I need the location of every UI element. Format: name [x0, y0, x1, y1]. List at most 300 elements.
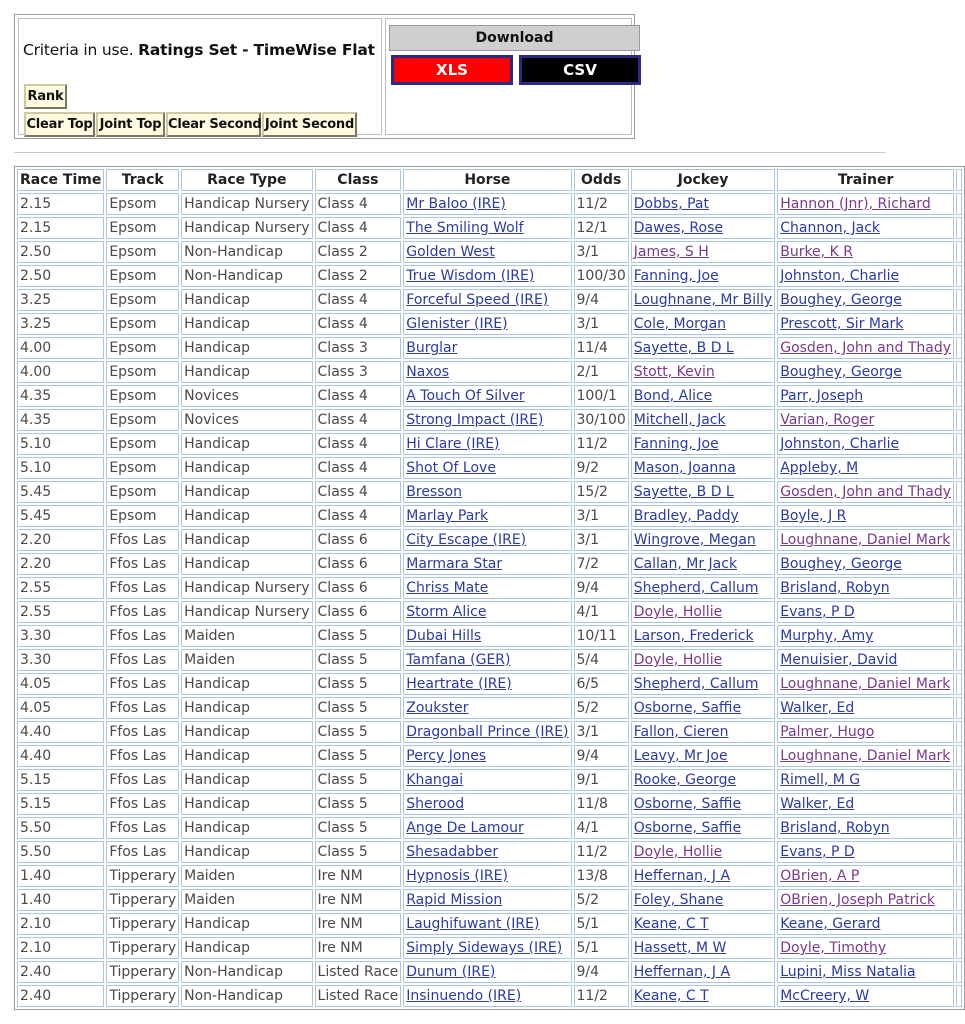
race-type-cell: Handicap Nursery	[181, 601, 312, 623]
trainer-link[interactable]: Boughey, George	[780, 556, 902, 572]
header-jockey[interactable]: Jockey	[631, 169, 775, 191]
race-type-cell: Handicap	[181, 793, 312, 815]
trainer-link[interactable]: Johnston, Charlie	[780, 268, 900, 284]
horse-link[interactable]: Strong Impact (IRE)	[406, 412, 544, 428]
jockey-cell	[631, 193, 775, 215]
horse-link[interactable]: Shot Of Love	[406, 460, 496, 476]
extra-cell	[956, 625, 962, 647]
race-time-cell: 5.10	[17, 457, 104, 479]
trainer-cell	[777, 697, 954, 719]
horse-cell	[403, 265, 571, 287]
trainer-link[interactable]: Menuisier, David	[780, 652, 898, 668]
jockey-link[interactable]: Dawes, Rose	[633, 220, 723, 236]
jockey-link[interactable]: Keane, C T	[633, 916, 709, 932]
jockey-link[interactable]: Sayette, B D L	[633, 484, 734, 500]
trainer-cell	[777, 409, 954, 431]
race-time-cell: 5.15	[17, 793, 104, 815]
race-time-cell: 3.25	[17, 313, 104, 335]
jockey-link[interactable]: Mason, Joanna	[633, 460, 736, 476]
jockey-link[interactable]: Sayette, B D L	[633, 340, 734, 356]
trainer-link[interactable]: Walker, Ed	[780, 796, 855, 812]
horse-link[interactable]: Burglar	[406, 340, 458, 356]
horse-link[interactable]: Hi Clare (IRE)	[406, 436, 500, 452]
track-cell: Ffos Las	[106, 577, 179, 599]
extra-cell	[956, 265, 962, 287]
trainer-link[interactable]: Boughey, George	[780, 292, 902, 308]
track-cell: Ffos Las	[106, 529, 179, 551]
race-time-cell: 5.45	[17, 505, 104, 527]
horse-link[interactable]: Ange De Lamour	[406, 820, 524, 836]
race-type-cell: Handicap	[181, 553, 312, 575]
horse-link[interactable]: Laughifuwant (IRE)	[406, 916, 540, 932]
horse-link[interactable]: Storm Alice	[406, 604, 487, 620]
track-cell: Epsom	[106, 289, 179, 311]
race-type-cell: Handicap	[181, 745, 312, 767]
extra-cell	[956, 433, 962, 455]
horse-cell	[403, 889, 571, 911]
horse-link[interactable]: Sherood	[406, 796, 465, 812]
jockey-link[interactable]: Foley, Shane	[633, 892, 724, 908]
odds-cell: 9/1	[574, 769, 629, 791]
horse-link[interactable]: Zoukster	[406, 700, 469, 716]
jockey-link[interactable]: Fanning, Joe	[633, 268, 719, 284]
horse-link[interactable]: Khangai	[406, 772, 464, 788]
jockey-cell	[631, 721, 775, 743]
race-type-cell: Handicap	[181, 361, 312, 383]
trainer-link[interactable]: OBrien, A P	[780, 868, 860, 884]
trainer-link[interactable]: Brisland, Robyn	[780, 820, 890, 836]
track-cell: Epsom	[106, 313, 179, 335]
criteria-panel	[14, 14, 635, 139]
odds-cell: 9/4	[574, 577, 629, 599]
criteria-text	[23, 41, 375, 59]
table-row	[17, 217, 962, 239]
jockey-link[interactable]: Cole, Morgan	[633, 316, 727, 332]
horse-cell	[403, 337, 571, 359]
horse-link[interactable]: Marlay Park	[406, 508, 489, 524]
horse-link[interactable]: Shesadabber	[406, 844, 499, 860]
trainer-link[interactable]: Boughey, George	[780, 364, 902, 380]
jockey-link[interactable]: Shepherd, Callum	[633, 676, 759, 692]
track-cell: Ffos Las	[106, 793, 179, 815]
odds-cell: 6/5	[574, 673, 629, 695]
horse-link[interactable]: Insinuendo (IRE)	[406, 988, 522, 1004]
odds-cell: 5/1	[574, 937, 629, 959]
extra-cell	[956, 769, 962, 791]
horse-link[interactable]: A Touch Of Silver	[406, 388, 525, 404]
odds-cell: 11/2	[574, 841, 629, 863]
trainer-link[interactable]: Loughnane, Daniel Mark	[780, 676, 951, 692]
horse-link[interactable]: Chriss Mate	[406, 580, 489, 596]
horse-link[interactable]: Heartrate (IRE)	[406, 676, 512, 692]
header-odds[interactable]: Odds	[574, 169, 629, 191]
jockey-link[interactable]: Doyle, Hollie	[633, 652, 723, 668]
track-cell: Epsom	[106, 361, 179, 383]
horse-cell	[403, 457, 571, 479]
race-time-cell: 2.10	[17, 913, 104, 935]
jockey-cell	[631, 481, 775, 503]
trainer-link[interactable]: Lupini, Miss Natalia	[780, 964, 916, 980]
class-cell: Class 5	[315, 745, 402, 767]
extra-cell	[956, 817, 962, 839]
jockey-link[interactable]: Dobbs, Pat	[633, 196, 709, 212]
trainer-cell	[777, 529, 954, 551]
trainer-link[interactable]: Varian, Roger	[780, 412, 875, 428]
extra-cell	[956, 313, 962, 335]
class-cell: Class 4	[315, 289, 402, 311]
race-type-cell: Handicap	[181, 337, 312, 359]
horse-cell	[403, 745, 571, 767]
class-cell: Class 2	[315, 241, 402, 263]
race-type-cell: Maiden	[181, 625, 312, 647]
odds-cell: 11/2	[574, 193, 629, 215]
race-type-cell: Handicap	[181, 817, 312, 839]
horse-cell	[403, 793, 571, 815]
horse-cell	[403, 625, 571, 647]
jockey-link[interactable]: Larson, Frederick	[633, 628, 754, 644]
jockey-cell	[631, 265, 775, 287]
odds-cell: 5/2	[574, 889, 629, 911]
race-time-cell: 4.00	[17, 337, 104, 359]
class-cell: Class 3	[315, 337, 402, 359]
jockey-link[interactable]: James, S H	[633, 244, 709, 260]
race-time-cell: 5.45	[17, 481, 104, 503]
track-cell: Tipperary	[106, 865, 179, 887]
horse-cell	[403, 481, 571, 503]
trainer-cell	[777, 625, 954, 647]
trainer-link[interactable]: McCreery, W	[780, 988, 870, 1004]
horse-cell	[403, 769, 571, 791]
jockey-link[interactable]: Osborne, Saffie	[633, 820, 742, 836]
horse-link[interactable]: Golden West	[406, 244, 495, 260]
trainer-cell	[777, 217, 954, 239]
horse-link[interactable]: Forceful Speed (IRE)	[406, 292, 549, 308]
criteria-prefix: Criteria in use.	[23, 41, 139, 59]
class-cell: Class 4	[315, 385, 402, 407]
jockey-cell	[631, 553, 775, 575]
clear-second-button[interactable]: Clear Second	[166, 112, 261, 137]
trainer-cell	[777, 817, 954, 839]
horse-link[interactable]: Rapid Mission	[406, 892, 503, 908]
download-xls-button[interactable]: XLS	[391, 55, 513, 85]
track-cell: Tipperary	[106, 889, 179, 911]
race-time-cell: 4.05	[17, 673, 104, 695]
jockey-link[interactable]: Heffernan, J A	[633, 868, 731, 884]
horse-link[interactable]: Dragonball Prince (IRE)	[406, 724, 569, 740]
trainer-link[interactable]: OBrien, Joseph Patrick	[780, 892, 936, 908]
header-race-type[interactable]: Race Type	[181, 169, 312, 191]
odds-cell: 10/11	[574, 625, 629, 647]
odds-cell: 5/4	[574, 649, 629, 671]
trainer-cell	[777, 433, 954, 455]
extra-cell	[956, 673, 962, 695]
table-row	[17, 361, 962, 383]
table-row	[17, 553, 962, 575]
horse-link[interactable]: Glenister (IRE)	[406, 316, 508, 332]
track-cell: Ffos Las	[106, 721, 179, 743]
race-type-cell: Handicap	[181, 673, 312, 695]
jockey-cell	[631, 649, 775, 671]
horse-cell	[403, 289, 571, 311]
horse-link[interactable]: Dubai Hills	[406, 628, 482, 644]
jockey-cell	[631, 289, 775, 311]
table-row	[17, 985, 962, 1007]
jockey-link[interactable]: Bradley, Paddy	[633, 508, 739, 524]
jockey-link[interactable]: Wingrove, Megan	[633, 532, 756, 548]
jockey-link[interactable]: Shepherd, Callum	[633, 580, 759, 596]
class-cell: Class 6	[315, 601, 402, 623]
trainer-link[interactable]: Brisland, Robyn	[780, 580, 890, 596]
trainer-cell	[777, 793, 954, 815]
race-type-cell: Handicap	[181, 721, 312, 743]
horse-link[interactable]: Marmara Star	[406, 556, 503, 572]
jockey-cell	[631, 217, 775, 239]
jockey-link[interactable]: Mitchell, Jack	[633, 412, 726, 428]
horse-cell	[403, 913, 571, 935]
jockey-link[interactable]: Doyle, Hollie	[633, 604, 723, 620]
trainer-link[interactable]: Hannon (Jnr), Richard	[780, 196, 931, 212]
trainer-link[interactable]: Evans, P D	[780, 844, 855, 860]
trainer-cell	[777, 961, 954, 983]
jockey-link[interactable]: Heffernan, J A	[633, 964, 731, 980]
class-cell: Class 5	[315, 721, 402, 743]
odds-cell: 9/4	[574, 745, 629, 767]
odds-cell: 5/1	[574, 913, 629, 935]
extra-cell	[956, 745, 962, 767]
extra-cell	[956, 577, 962, 599]
track-cell: Tipperary	[106, 913, 179, 935]
trainer-link[interactable]: Channon, Jack	[780, 220, 881, 236]
horse-cell	[403, 961, 571, 983]
clear-top-button[interactable]: Clear Top	[24, 112, 95, 137]
trainer-link[interactable]: Murphy, Amy	[780, 628, 874, 644]
race-type-cell: Handicap	[181, 505, 312, 527]
trainer-link[interactable]: Johnston, Charlie	[780, 436, 900, 452]
trainer-cell	[777, 457, 954, 479]
header-class[interactable]: Class	[315, 169, 402, 191]
trainer-link[interactable]: Prescott, Sir Mark	[780, 316, 904, 332]
table-row	[17, 889, 962, 911]
extra-cell	[956, 553, 962, 575]
track-cell: Tipperary	[106, 985, 179, 1007]
trainer-link[interactable]: Gosden, John and Thady	[780, 340, 952, 356]
track-cell: Ffos Las	[106, 841, 179, 863]
table-row	[17, 337, 962, 359]
race-type-cell: Handicap Nursery	[181, 577, 312, 599]
odds-cell: 11/8	[574, 793, 629, 815]
horse-cell	[403, 721, 571, 743]
race-time-cell: 3.30	[17, 625, 104, 647]
jockey-link[interactable]: Callan, Mr Jack	[633, 556, 738, 572]
track-cell: Ffos Las	[106, 601, 179, 623]
horse-link[interactable]: Percy Jones	[406, 748, 487, 764]
table-row	[17, 793, 962, 815]
track-cell: Epsom	[106, 217, 179, 239]
race-type-cell: Handicap	[181, 769, 312, 791]
header-trainer[interactable]: Trainer	[777, 169, 954, 191]
track-cell: Ffos Las	[106, 625, 179, 647]
trainer-cell	[777, 913, 954, 935]
race-type-cell: Handicap	[181, 841, 312, 863]
horse-cell	[403, 217, 571, 239]
jockey-link[interactable]: Osborne, Saffie	[633, 796, 742, 812]
horse-link[interactable]: Simply Sideways (IRE)	[406, 940, 563, 956]
extra-cell	[956, 289, 962, 311]
track-cell: Epsom	[106, 385, 179, 407]
trainer-link[interactable]: Rimell, M G	[780, 772, 861, 788]
race-type-cell: Handicap	[181, 913, 312, 935]
trainer-link[interactable]: Parr, Joseph	[780, 388, 864, 404]
jockey-link[interactable]: Rooke, George	[633, 772, 737, 788]
jockey-link[interactable]: Keane, C T	[633, 988, 709, 1004]
horse-link[interactable]: City Escape (IRE)	[406, 532, 527, 548]
header-horse[interactable]: Horse	[403, 169, 571, 191]
jockey-cell	[631, 577, 775, 599]
trainer-link[interactable]: Boyle, J R	[780, 508, 847, 524]
header-track[interactable]: Track	[106, 169, 179, 191]
race-type-cell: Handicap Nursery	[181, 193, 312, 215]
trainer-link[interactable]: Loughnane, Daniel Mark	[780, 748, 951, 764]
jockey-link[interactable]: Bond, Alice	[633, 388, 713, 404]
trainer-link[interactable]: Burke, K R	[780, 244, 853, 260]
joint-top-button[interactable]: Joint Top	[96, 112, 165, 137]
table-row	[17, 529, 962, 551]
jockey-link[interactable]: Hassett, M W	[633, 940, 727, 956]
race-time-cell: 2.40	[17, 985, 104, 1007]
header-extra-column	[956, 169, 962, 191]
header-race-time[interactable]: Race Time	[17, 169, 104, 191]
odds-cell: 4/1	[574, 601, 629, 623]
trainer-link[interactable]: Loughnane, Daniel Mark	[780, 532, 951, 548]
race-time-cell: 2.50	[17, 265, 104, 287]
horse-link[interactable]: Dunum (IRE)	[406, 964, 496, 980]
race-type-cell: Handicap	[181, 529, 312, 551]
class-cell: Class 5	[315, 841, 402, 863]
track-cell: Epsom	[106, 241, 179, 263]
horse-cell	[403, 673, 571, 695]
download-csv-button[interactable]: CSV	[519, 55, 641, 85]
class-cell: Class 5	[315, 625, 402, 647]
table-row	[17, 481, 962, 503]
class-cell: Class 4	[315, 505, 402, 527]
table-row	[17, 241, 962, 263]
trainer-link[interactable]: Appleby, M	[780, 460, 859, 476]
horse-link[interactable]: Tamfana (GER)	[406, 652, 511, 668]
extra-cell	[956, 241, 962, 263]
trainer-link[interactable]: Keane, Gerard	[780, 916, 881, 932]
track-cell: Ffos Las	[106, 745, 179, 767]
jockey-cell	[631, 673, 775, 695]
horse-link[interactable]: Mr Baloo (IRE)	[406, 196, 506, 212]
jockey-link[interactable]: Fallon, Cieren	[633, 724, 729, 740]
jockey-cell	[631, 817, 775, 839]
track-cell: Epsom	[106, 193, 179, 215]
table-row	[17, 769, 962, 791]
table-row	[17, 937, 962, 959]
class-cell: Class 4	[315, 481, 402, 503]
table-row	[17, 385, 962, 407]
race-time-cell: 1.40	[17, 865, 104, 887]
jockey-link[interactable]: Doyle, Hollie	[633, 844, 723, 860]
trainer-cell	[777, 313, 954, 335]
class-cell: Listed Race	[315, 961, 402, 983]
trainer-cell	[777, 577, 954, 599]
race-type-cell: Novices	[181, 409, 312, 431]
table-row	[17, 313, 962, 335]
horse-cell	[403, 697, 571, 719]
horse-cell	[403, 529, 571, 551]
trainer-link[interactable]: Palmer, Hugo	[780, 724, 875, 740]
race-type-cell: Handicap	[181, 697, 312, 719]
odds-cell: 15/2	[574, 481, 629, 503]
jockey-cell	[631, 409, 775, 431]
extra-cell	[956, 721, 962, 743]
horse-link[interactable]: The Smiling Wolf	[406, 220, 524, 236]
odds-cell: 11/4	[574, 337, 629, 359]
download-cell	[385, 18, 632, 135]
jockey-link[interactable]: Osborne, Saffie	[633, 700, 742, 716]
track-cell: Epsom	[106, 433, 179, 455]
extra-cell	[956, 697, 962, 719]
trainer-link[interactable]: Evans, P D	[780, 604, 855, 620]
trainer-cell	[777, 889, 954, 911]
odds-cell: 9/4	[574, 289, 629, 311]
race-type-cell: Non-Handicap	[181, 985, 312, 1007]
trainer-link[interactable]: Gosden, John and Thady	[780, 484, 952, 500]
trainer-cell	[777, 841, 954, 863]
race-time-cell: 2.20	[17, 553, 104, 575]
race-time-cell: 5.50	[17, 841, 104, 863]
horse-cell	[403, 193, 571, 215]
jockey-cell	[631, 505, 775, 527]
jockey-link[interactable]: Fanning, Joe	[633, 436, 719, 452]
race-time-cell: 1.40	[17, 889, 104, 911]
race-type-cell: Handicap Nursery	[181, 217, 312, 239]
horse-link[interactable]: True Wisdom (IRE)	[406, 268, 535, 284]
horse-link[interactable]: Hypnosis (IRE)	[406, 868, 508, 884]
race-time-cell: 2.15	[17, 217, 104, 239]
jockey-link[interactable]: Stott, Kevin	[633, 364, 715, 380]
trainer-link[interactable]: Doyle, Timothy	[780, 940, 887, 956]
jockey-cell	[631, 889, 775, 911]
odds-cell: 30/100	[574, 409, 629, 431]
class-cell: Class 4	[315, 217, 402, 239]
jockey-cell	[631, 793, 775, 815]
trainer-cell	[777, 553, 954, 575]
class-cell: Class 4	[315, 433, 402, 455]
trainer-cell	[777, 937, 954, 959]
jockey-link[interactable]: Leavy, Mr Joe	[633, 748, 728, 764]
horse-link[interactable]: Naxos	[406, 364, 450, 380]
jockey-cell	[631, 697, 775, 719]
table-row	[17, 409, 962, 431]
rank-button[interactable]: Rank	[24, 84, 67, 109]
race-time-cell: 2.10	[17, 937, 104, 959]
horse-link[interactable]: Bresson	[406, 484, 462, 500]
trainer-link[interactable]: Walker, Ed	[780, 700, 855, 716]
joint-second-button[interactable]: Joint Second	[262, 112, 357, 137]
trainer-cell	[777, 649, 954, 671]
class-cell: Class 6	[315, 553, 402, 575]
horse-cell	[403, 409, 571, 431]
table-row	[17, 289, 962, 311]
class-cell: Class 4	[315, 457, 402, 479]
jockey-link[interactable]: Loughnane, Mr Billy	[633, 292, 773, 308]
extra-cell	[956, 865, 962, 887]
extra-cell	[956, 409, 962, 431]
class-cell: Class 6	[315, 577, 402, 599]
table-row	[17, 697, 962, 719]
